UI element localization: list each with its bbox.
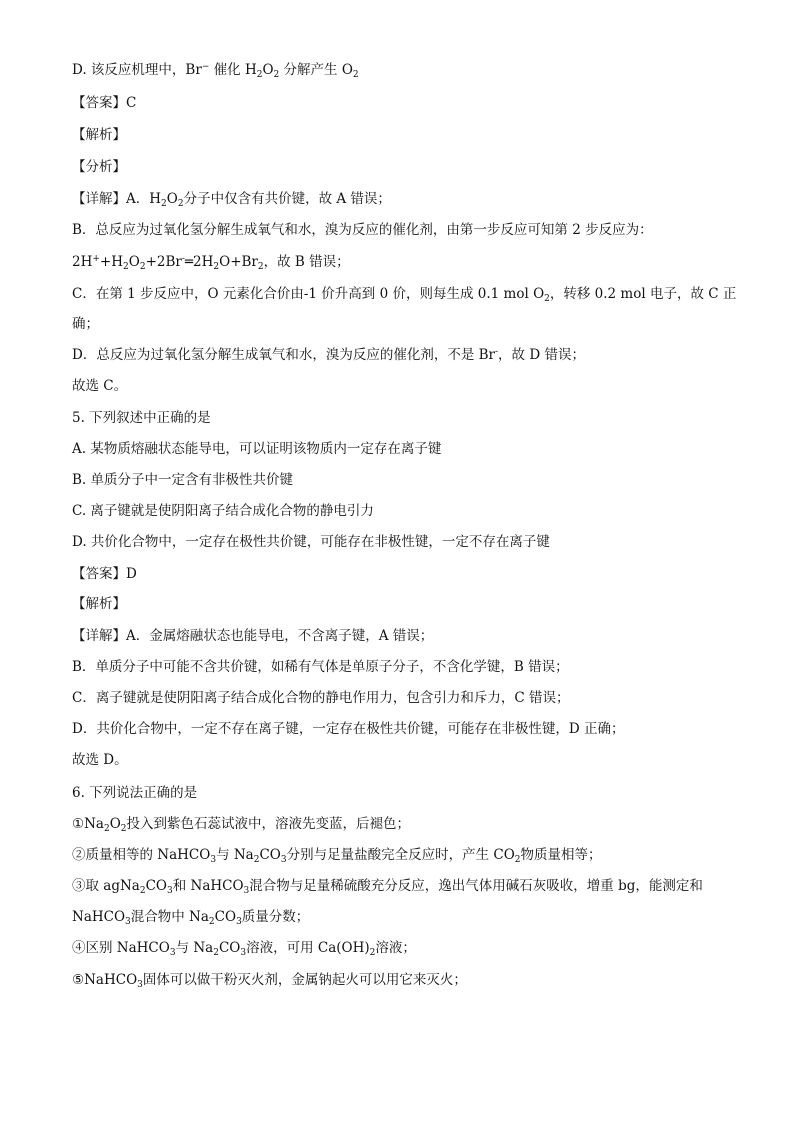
q5-choice-d: 故选 D。 xyxy=(72,752,128,768)
detail-c-1: C．在第 1 步反应中，O 元素化合价由-1 价升高到 0 价，则每生成 0.1 mol $O_2$，转移 0.2 mol 电子，故 C 正 xyxy=(72,286,737,304)
q5-analysis-label: 【解析】 xyxy=(72,596,126,612)
q5-detail-d: D．共价化合物中，一定不存在离子键，一定存在极性共价键，可能存在非极性键，D 正确； xyxy=(72,721,625,737)
q5-option-a: A. 某物质熔融状态能导电，可以证明该物质内一定存在离子键 xyxy=(72,441,442,457)
q6-item-2: ②质量相等的 NaHCO$_3$与 $Na_2CO_3$分别与足量盐酸完全反应时，产生 $CO_2$物质量相等； xyxy=(72,847,602,865)
q5-answer-label: 【答案】D xyxy=(72,566,137,582)
q5-option-d: D. 共价化合物中，一定存在极性共价键，可能存在非极性键，一定不存在离子键 xyxy=(72,534,550,550)
fenxi-label: 【分析】 xyxy=(72,159,126,175)
q6-item-1: $①Na_2O_2$投入到紫色石蕊试液中，溶液先变蓝，后褪色； xyxy=(72,816,411,834)
q6-item-4: ④区别 NaHCO$_3$与 $Na_2CO_3$溶液，可用 $Ca(OH)_2$溶液； xyxy=(72,940,416,958)
option-d: D. 该反应机理中，Br− 催化 $H_2O_2$ 分解产生 $O_2$ xyxy=(72,62,359,80)
q6-item-3a: ③取 $agNa_2CO_3$和 NaHCO$_3$混合物与足量稀硫酸充分反应，逸出气体用碱石灰吸收，增重 bg，能测定和 xyxy=(72,878,703,896)
q6-item-3b: NaHCO$_3$混合物中 $Na_2CO_3$质量分数； xyxy=(72,909,310,927)
question-6: 6. 下列说法正确的是 xyxy=(72,785,198,801)
detail-b-1: B．总反应为过氧化氢分解生成氧气和水，溴为反应的催化剂，由第一步反应可知第 2 步反应为： xyxy=(72,222,653,238)
detail-a: 【详解】A．$H_2O_2$分子中仅含有共价键，故 A 错误； xyxy=(72,191,391,209)
q5-option-c: C. 离子键就是使阴阳离子结合成化合物的静电引力 xyxy=(72,503,374,519)
detail-c-2: 确； xyxy=(72,316,99,332)
q5-detail-a: 【详解】A．金属熔融状态也能导电，不含离子键，A 错误； xyxy=(72,628,434,644)
q5-detail-c: C．离子键就是使阴阳离子结合成化合物的静电作用力，包含引力和斥力，C 错误； xyxy=(72,690,570,706)
answer-label: 【答案】C xyxy=(72,95,137,111)
q6-item-5: ⑤NaHCO$_3$固体可以做干粉灭火剂，金属钠起火可以用它来灭火； xyxy=(72,972,467,990)
q5-option-b: B. 单质分子中一定含有非极性共价键 xyxy=(72,472,294,488)
choice-c: 故选 C。 xyxy=(72,378,128,394)
analysis-label: 【解析】 xyxy=(72,127,126,143)
q5-detail-b: B．单质分子中可能不含共价键，如稀有气体是单原子分子，不含化学键，B 错误； xyxy=(72,659,569,675)
detail-b-2: $2H^++H_2O_2+2Br^-═2H_2O+Br_2$，故 B 错误； xyxy=(72,254,350,272)
question-5: 5. 下列叙述中正确的是 xyxy=(72,410,211,426)
detail-d: D．总反应为过氧化氢分解生成氧气和水，溴为反应的催化剂，不是 Br-，故 D 错误； xyxy=(72,347,585,363)
